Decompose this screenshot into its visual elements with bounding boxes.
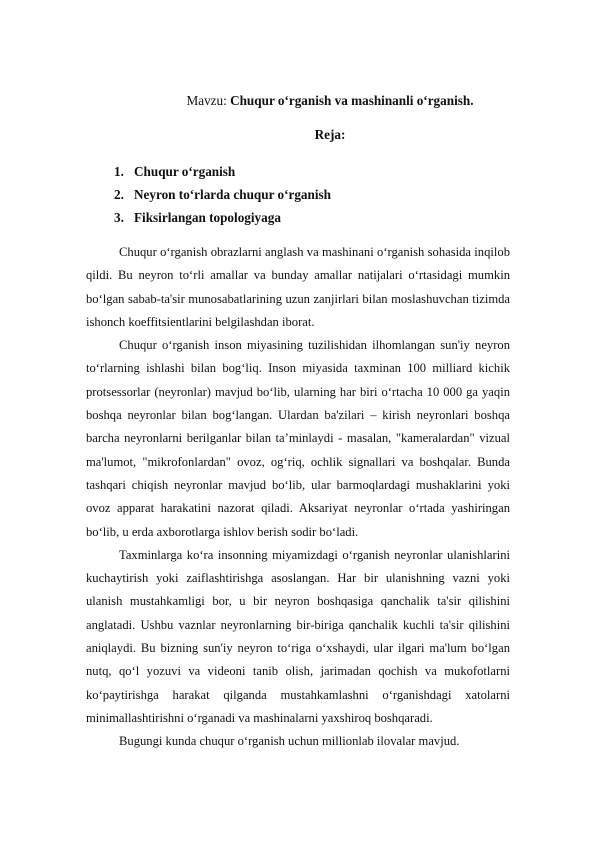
paragraph-brain-structure: Chuqur o‘rganish inson miyasining tuzilishidan ilhomlangan sun'iy neyron to‘rlarning ishlashi bilan bog‘liq. Inson miyasida taxminan 100 milliard kichik protsessorlar (neyronlar) mavjud bo‘lib, ularning har biri o‘rtacha 10 000 ga yaqin boshqa neyronlar bilan bog‘langan. Ulardan ba'zilari – kirish neyronlari boshqa barcha neyronlarni berilganlar bilan ta’minlaydi - masalan, "kameralardan" vizual ma'lumot, "mikrofonlardan" ovoz, og‘riq, ochlik signallari va boshqalar. Bunda tashqari chiqish neyronlar mavjud bo‘lib, ular barmoqlardagi mushaklarini yoki ovoz apparat harakatini nazorat qiladi. Aksariyat neyronlar o‘rtada yashiringan bo‘lib, u erda axborotlarga ishlov berish sodir bo‘ladi.: [86, 338, 510, 539]
plan-item-text: Fiksirlangan topologiyaga: [134, 210, 281, 225]
plan-heading: Reja:: [314, 127, 346, 142]
paragraph-intro: Chuqur o‘rganish obrazlarni anglash va mashinani o‘rganish sohasida inqilob qildi. Bu neyron to‘rli amallar va bunday amallar natijalari o‘rtasidagi mumkin bo‘lgan sabab-ta'sir munosabatlarining uzun zanjirlari bilan moslashuvchan tizimda ishonch koeffitsientlarini belgilashdan iborat.: [86, 245, 510, 329]
plan-item-text: Chuqur o‘rganish: [134, 164, 236, 179]
plan-item-number: 3.: [114, 210, 124, 225]
topic-label: Mavzu:: [186, 93, 227, 108]
plan-item-text: Neyron to‘rlarda chuqur o‘rganish: [134, 187, 331, 202]
body-text: [86, 241, 510, 754]
plan-item: [114, 183, 331, 206]
plan-item: [114, 160, 331, 183]
paragraph-applications: Bugungi kunda chuqur o‘rganish uchun millionlab ilovalar mavjud.: [119, 734, 460, 749]
plan-item-number: 2.: [114, 187, 124, 202]
paragraph-learning-weights: Taxminlarga ko‘ra insonning miyamizdagi o‘rganish neyronlar ulanishlarini kuchaytirish yoki zaiflashtirishga asoslangan. Har bir ulanishning vazni yoki ulanish mustahkamligi bor, u bir neyron boshqasiga qanchalik ta'sir qilishini anglatadi. Ushbu vaznlar neyronlarning bir-biriga qanchalik kuchli ta'sir qilishini aniqlaydi. Bu bizning sun'iy neyron to‘riga o‘xshaydi, ular ilgari ma'lum bo‘lgan nutq, qo‘l yozuvi va videoni tanib olish, jarimadan qochish va mukofotlarni ko‘paytirishga harakat qilganda mustahkamlashni o‘rganishdagi xatolarni minimallashtirishni o‘rganadi va mashinalarni yaxshiroq boshqaradi.: [86, 547, 510, 725]
topic-text: Chuqur o‘rganish va mashinanli o‘rganish.: [230, 93, 474, 108]
plan-item: [114, 206, 331, 229]
plan-item-number: 1.: [114, 164, 124, 179]
plan-list: [114, 160, 331, 229]
topic-title: [0, 92, 596, 110]
